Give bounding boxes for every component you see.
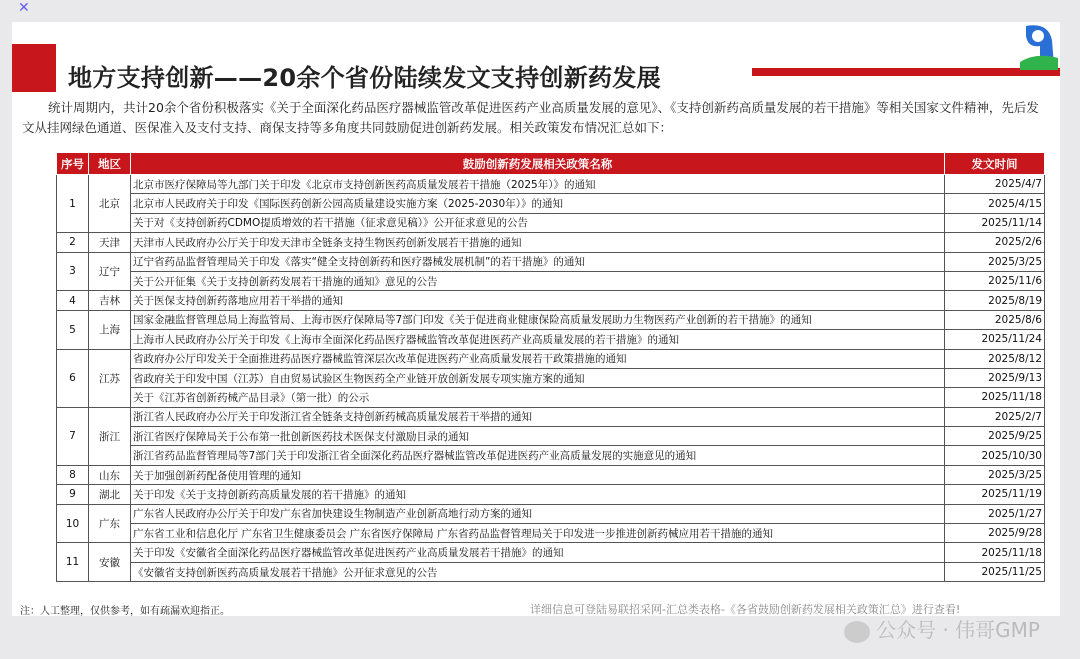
cell-date: 2025/8/12 [945, 349, 1045, 368]
cell-no: 8 [57, 465, 89, 484]
cell-no: 9 [57, 485, 89, 504]
cell-policy: 关于印发《关于支持创新药高质量发展的若干措施》的通知 [131, 485, 945, 504]
cell-date: 2025/2/7 [945, 407, 1045, 426]
cell-policy: 上海市人民政府办公厅关于印发《上海市全面深化药品医疗器械监管改革促进医药产业高质量发展的若干措施》的通知 [131, 330, 945, 349]
cell-policy: 国家金融监督管理总局上海监管局、上海市医疗保障局等7部门印发《关于促进商业健康保险高质量发展助力生物医药产业创新的若干措施》的通知 [131, 310, 945, 329]
table-row [57, 194, 1045, 213]
cell-no: 3 [57, 252, 89, 291]
table-row [57, 310, 1045, 329]
source-note: 详细信息可登陆易联招采网-汇总类表格-《各省鼓励创新药发展相关政策汇总》进行查看! [530, 603, 961, 616]
page-title: 地方支持创新——20余个省份陆续发文支持创新药发展 [68, 64, 661, 92]
cell-no: 6 [57, 349, 89, 407]
cell-date: 2025/11/19 [945, 485, 1045, 504]
title-accent-line [752, 68, 1060, 76]
cell-region: 安徽 [89, 543, 131, 582]
cell-region: 辽宁 [89, 252, 131, 291]
cell-region: 山东 [89, 465, 131, 484]
cell-policy: 省政府办公厅印发关于全面推进药品医疗器械监管深层次改革促进医药产业高质量发展若干政策措施的通知 [131, 349, 945, 368]
cell-date: 2025/3/25 [945, 252, 1045, 271]
cell-date: 2025/11/18 [945, 543, 1045, 562]
cell-date: 2025/11/24 [945, 330, 1045, 349]
cell-date: 2025/11/18 [945, 388, 1045, 407]
cell-date: 2025/9/13 [945, 368, 1045, 387]
watermark [844, 614, 1040, 643]
header-region: 地区 [89, 153, 131, 175]
cell-policy: 浙江省药品监督管理局等7部门关于印发浙江省全面深化药品医疗器械监管改革促进医药产业高质量发展的实施意见的通知 [131, 446, 945, 465]
cell-date: 2025/9/28 [945, 524, 1045, 543]
cell-policy: 关于印发《安徽省全面深化药品医疗器械监管改革促进医药产业高质量发展若干措施》的通知 [131, 543, 945, 562]
cell-region: 江苏 [89, 349, 131, 407]
table-row [57, 271, 1045, 290]
cell-no: 5 [57, 310, 89, 349]
cell-region: 广东 [89, 504, 131, 543]
cell-date: 2025/11/6 [945, 271, 1045, 290]
cell-date: 2025/11/14 [945, 213, 1045, 232]
cell-region: 湖北 [89, 485, 131, 504]
header-date: 发文时间 [945, 153, 1045, 175]
cell-no: 4 [57, 291, 89, 310]
cell-policy: 关于医保支持创新药落地应用若干举措的通知 [131, 291, 945, 310]
cell-date: 2025/8/19 [945, 291, 1045, 310]
cell-no: 1 [57, 175, 89, 233]
cell-policy: 北京市人民政府关于印发《国际医药创新公园高质量建设实施方案（2025-2030年）》的通知 [131, 194, 945, 213]
cell-date: 2025/1/27 [945, 504, 1045, 523]
cell-region: 吉林 [89, 291, 131, 310]
cell-policy: 辽宁省药品监督管理局关于印发《落实“健全支持创新药和医疗器械发展机制”的若干措施》的通知 [131, 252, 945, 271]
table-row [57, 388, 1045, 407]
cell-policy: 天津市人民政府办公厅关于印发天津市全链条支持生物医药创新发展若干措施的通知 [131, 233, 945, 252]
table-row [57, 485, 1045, 504]
cell-policy: 北京市医疗保障局等九部门关于印发《北京市支持创新医药高质量发展若干措施（2025年）》的通知 [131, 175, 945, 194]
table-row [57, 330, 1045, 349]
wechat-icon [844, 621, 870, 643]
table-row [57, 562, 1045, 581]
table-row [57, 175, 1045, 194]
table-header-row [57, 153, 1045, 175]
cell-no: 2 [57, 233, 89, 252]
table-row [57, 543, 1045, 562]
cell-policy: 《安徽省支持创新医药高质量发展若干措施》公开征求意见的公告 [131, 562, 945, 581]
cell-region: 浙江 [89, 407, 131, 465]
table-row [57, 349, 1045, 368]
header-no: 序号 [57, 153, 89, 175]
table-row [57, 407, 1045, 426]
table-row [57, 213, 1045, 232]
table-row [57, 233, 1045, 252]
cell-date: 2025/4/15 [945, 194, 1045, 213]
cell-policy: 关于加强创新药配备使用管理的通知 [131, 465, 945, 484]
cell-policy: 关于对《支持创新药CDMO提质增效的若干措施（征求意见稿）》公开征求意见的公告 [131, 213, 945, 232]
cell-date: 2025/2/6 [945, 233, 1045, 252]
table-row [57, 368, 1045, 387]
cell-date: 2025/8/6 [945, 310, 1045, 329]
cell-no: 11 [57, 543, 89, 582]
cell-date: 2025/9/25 [945, 427, 1045, 446]
cell-no: 10 [57, 504, 89, 543]
table-row [57, 446, 1045, 465]
cell-policy: 浙江省医疗保障局关于公布第一批创新医药技术医保支付激励目录的通知 [131, 427, 945, 446]
cell-region: 天津 [89, 233, 131, 252]
table-row [57, 252, 1045, 271]
brand-logo-icon [1018, 22, 1058, 70]
footnote: 注：人工整理，仅供参考，如有疏漏欢迎指正。 [20, 606, 230, 617]
cell-policy: 关于《江苏省创新药械产品目录》（第一批）的公示 [131, 388, 945, 407]
table-row [57, 524, 1045, 543]
cell-region: 北京 [89, 175, 131, 233]
slide [12, 22, 1060, 616]
cell-region: 上海 [89, 310, 131, 349]
cell-date: 2025/4/7 [945, 175, 1045, 194]
cell-policy: 省政府关于印发中国（江苏）自由贸易试验区生物医药全产业链开放创新发展专项实施方案的通知 [131, 368, 945, 387]
cell-policy: 广东省工业和信息化厅 广东省卫生健康委员会 广东省医疗保障局 广东省药品监督管理局关于印发进一步推进创新药械应用若干措施的通知 [131, 524, 945, 543]
cell-date: 2025/10/30 [945, 446, 1045, 465]
cell-date: 2025/11/25 [945, 562, 1045, 581]
table-row [57, 465, 1045, 484]
table-row [57, 427, 1045, 446]
table-row [57, 291, 1045, 310]
header-policy: 鼓励创新药发展相关政策名称 [131, 153, 945, 175]
policy-table [56, 152, 1045, 582]
title-accent-block [12, 44, 56, 92]
cell-policy: 关于公开征集《关于支持创新药发展若干措施的通知》意见的公告 [131, 271, 945, 290]
table-row [57, 504, 1045, 523]
intro-paragraph: 统计周期内，共计20余个省份积极落实《关于全面深化药品医疗器械监管改革促进医药产业高质量发展的意见》、《支持创新药高质量发展的若干措施》等相关国家文件精神，先后发文从挂网绿色通道、医保准入及支付支持、商保支持等多角度共同鼓励促进创新药发展。相关政策发布情况汇总如下： [22, 100, 1039, 135]
cell-no: 7 [57, 407, 89, 465]
watermark-text: 公众号 · 伟哥GMP [876, 618, 1040, 642]
cell-date: 2025/3/25 [945, 465, 1045, 484]
cell-policy: 浙江省人民政府办公厅关于印发浙江省全链条支持创新药械高质量发展若干举措的通知 [131, 407, 945, 426]
cell-policy: 广东省人民政府办公厅关于印发广东省加快建设生物制造产业创新高地行动方案的通知 [131, 504, 945, 523]
app-logo-icon: ✕ [18, 0, 30, 16]
